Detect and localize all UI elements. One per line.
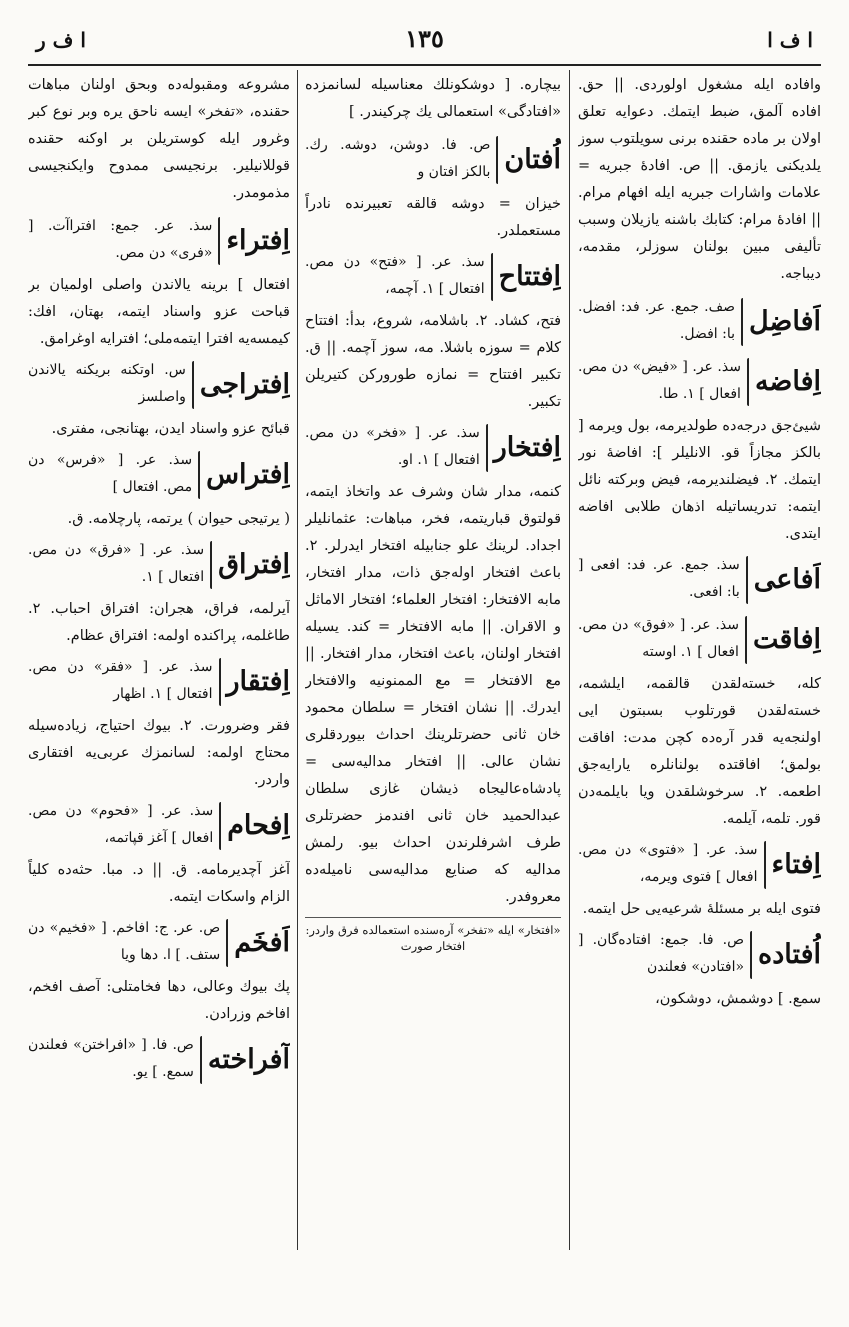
grammar-note: سذ. عر. [ «فتح» دن مص. افتعال ] ١. آچمه، bbox=[305, 254, 485, 297]
entry-header bbox=[305, 420, 561, 476]
definition: فقر وضرورت. ٢. بيوك احتياج، زياده‌سيله محتاج اولمه: لسانمزك عربى‌يه افتقارى واردر. bbox=[28, 718, 290, 788]
definition: كنمه، مدار شان وشرف عد واتخاذ ايتمه، قولتوق قباريتمه، فخر، مباهات: عثمانليلر اجداد. لرينك علو جنابيله افتخار ايدرلر. ٢. باعث افتخار اوله‌جق ذات، مدار افتخار، مابه الافتخار: افتخار العلماء؛ افتخار الاماثل و الاقران. || مابه الافتخار = كند. يسيله افتخار اولنان، باعث افتخار، مدار افتخار. || مع الافتخار = مع الممنونيه والافتخار ايدرك. || نشان افتخار = سلطان محمود خان ثانى حضرتلرينك احداث بيوردقلرى نشان عالى. || افتخار مداليه‌سى = پادشاه‌عاليجاه ذيشان غازى سلطان عبدالحميد خان ثانى افندمز حضرتلرى طرف اشرفلرندن احداث بيو. رلمش مداليه كه صنايع مداليه‌سى ناميله‌ده معروفدر. bbox=[305, 484, 561, 905]
bracket bbox=[219, 802, 221, 850]
dictionary-entry bbox=[28, 537, 290, 650]
entry-header bbox=[28, 537, 290, 593]
header-rule bbox=[28, 64, 821, 66]
entry-header bbox=[28, 1032, 290, 1088]
dictionary-entry bbox=[305, 249, 561, 416]
definition: فتوى ايله بر مسئلهٔ شرعيه‌يى حل ايتمه. bbox=[582, 901, 821, 917]
dictionary-entry bbox=[578, 294, 821, 350]
bracket bbox=[192, 361, 194, 409]
bracket bbox=[750, 931, 752, 979]
grammar-note: سذ. عر. [ «فرس» دن مص. افتعال ] bbox=[28, 452, 193, 495]
dictionary-entry bbox=[578, 354, 821, 548]
definition: كله، خسته‌لقدن قالقمه، ايلشمه، خسته‌لقدن قورتلوب بسبتون ايى اولنجه‌يه قدر آره‌ده كچن مدت: افاقت بولمق؛ افاقتده بولنانلره يارايه‌جق اطعمه. ٢. سرخوشلقدن ويا بايلمه‌دن قور. تلمه، آيلمه. bbox=[578, 676, 821, 827]
headword: اِفتاء bbox=[771, 849, 821, 880]
definition: قبائح عزو واسناد ايدن، بهتانجى، مفترى. bbox=[51, 421, 290, 437]
column-left bbox=[28, 72, 290, 1247]
dictionary-entry bbox=[578, 552, 821, 608]
definition: فتح، كشاد. ٢. باشلامه، شروع، بدأ: افتتاح كلام = سوزه باشلا. مه، سوز آچمه. || ق. تكبير افتتاح = نمازه طورورکن كتيريلن تكبير. bbox=[305, 313, 561, 410]
bracket bbox=[764, 841, 766, 889]
entry-header bbox=[28, 654, 290, 710]
bracket bbox=[198, 451, 200, 499]
bracket bbox=[747, 358, 749, 406]
grammar-note: صف. جمع. عر. فد: افضل. با: افضل. bbox=[578, 299, 735, 342]
header-left-guideword: ا ف ر bbox=[36, 28, 86, 52]
entry-header bbox=[578, 612, 821, 668]
grammar-note: ص. فا. دوشن، دوشه. رك. بالكز افتان و bbox=[305, 137, 491, 180]
definition: آيرلمه، فراق، هجران: افتراق احباب. ٢. طاغلمه، پراكنده اولمه: افتراق عظام. bbox=[28, 601, 290, 644]
entry-header bbox=[28, 915, 290, 971]
headword: اِفاقت bbox=[752, 624, 821, 655]
definition: خيزان = دوشه قالقه تعبيرنده نادراً مستعملدر. bbox=[305, 196, 561, 239]
headword: اِفتراق bbox=[218, 549, 290, 580]
headword: اِفتقار bbox=[226, 666, 290, 697]
definition: آغز آچديرمامه. ق. || د. مبا. حثه‌ده كلياً الزام واسكات ايتمه. bbox=[28, 862, 290, 905]
column-middle bbox=[305, 72, 561, 1247]
column-divider bbox=[297, 70, 298, 1250]
entry-header bbox=[28, 447, 290, 503]
bracket bbox=[219, 658, 221, 706]
bracket bbox=[486, 424, 488, 472]
definition: افتعال ] برينه يالاندن واصلى اولميان بر قباحت عزو واسناد ايتمه، بهتان، افك: كيمسه‌يه افترا ايتمه‌ملى؛ افترايه اوغرامق. bbox=[28, 277, 290, 347]
header-right-guideword: ا ف ا bbox=[767, 28, 813, 52]
column-divider bbox=[569, 70, 570, 1250]
dictionary-entry bbox=[28, 654, 290, 794]
dictionary-entry bbox=[578, 837, 821, 923]
bracket bbox=[491, 253, 493, 301]
entry-header bbox=[305, 132, 561, 188]
entry-header bbox=[305, 249, 561, 305]
page-header bbox=[28, 22, 821, 62]
continued-text: وافاده ايله مشغول اولوردى. || حق. افاده آلمق، ضبط ايتمك. دعوايه تعلق اولان بر ماده حقنده برنى سويلتوب سوز يلديكنى يازمق. || ص. افادهٔ جبريه = علامات واشارات جبريه ايله افهام مرام. || افادهٔ مرام: كتابك باشنه يازيلان وسبب تأليفى مبين بولنان سوزلر، مقدمه، ديباجه. bbox=[578, 77, 821, 282]
column-right bbox=[578, 72, 821, 1247]
headword: اَفخَم bbox=[234, 927, 290, 958]
grammar-note: ص. فا. جمع: افتاده‌گان. [ «افتادن» فعلندن bbox=[578, 932, 745, 975]
dictionary-entry bbox=[28, 213, 290, 353]
grammar-note: سذ. عر. [ «فتوى» دن مص. افعال ] فتوى ويرمه، bbox=[578, 842, 758, 885]
headword: اِفتخار bbox=[493, 432, 561, 463]
bracket bbox=[746, 556, 748, 604]
grammar-note: سذ. عر. [ «فوق» دن مص. افعال ] ١. اوسته bbox=[578, 617, 739, 660]
headword: اِفتتاح bbox=[498, 261, 561, 292]
bracket bbox=[226, 919, 228, 967]
headword: اُفتاده bbox=[758, 939, 821, 970]
entry-header bbox=[578, 837, 821, 893]
footnote: «افتخار» ايله «تفخر» آره‌سنده استعمالده فرق واردر: افتخار صورت bbox=[305, 917, 561, 954]
definition: شيئ‌جق درجه‌ده طولديرمه، بول ويرمه [ بالكز مجازاً قو. الانليلر ]: افاضهٔ نور ايتمك. ٢. فيضلنديرمه، فيض وبركته نائل ايتمه: تدريساتيله اذهان طلابى افاضه ايتدى. bbox=[578, 418, 821, 542]
dictionary-entry bbox=[305, 420, 561, 911]
grammar-note: سذ. عر. [ «فخر» دن مص. افتعال ] ١. او. bbox=[305, 425, 480, 468]
headword: اِفتراس bbox=[206, 459, 290, 490]
page-number: ١٣٥ bbox=[405, 24, 444, 53]
grammar-note: سذ. عر. جمع: افتراآت. [ «فرى» دن مص. bbox=[28, 218, 213, 261]
entry-header bbox=[578, 354, 821, 410]
bracket bbox=[741, 298, 743, 346]
entry-header bbox=[28, 357, 290, 413]
dictionary-entry bbox=[28, 798, 290, 911]
grammar-note: سذ. عر. [ «فرق» دن مص. افتعال ] ١. bbox=[28, 542, 205, 585]
dictionary-entry bbox=[578, 612, 821, 833]
grammar-note: سذ. عر. [ «فيض» دن مص. افعال ] ١. طا. bbox=[578, 359, 741, 402]
entry-header bbox=[578, 294, 821, 350]
dictionary-entry bbox=[28, 447, 290, 533]
definition: سمع. ] دوشمش، دوشكون، bbox=[655, 991, 821, 1007]
entry-header bbox=[578, 552, 821, 608]
grammar-note: سذ. جمع. عر. فد: افعى [ با: افعى. bbox=[578, 557, 740, 600]
dictionary-entry bbox=[305, 132, 561, 245]
bracket bbox=[218, 217, 220, 265]
headword: اِفاضه bbox=[754, 366, 821, 397]
headword: اُفتان bbox=[504, 144, 561, 175]
headword: اَفاعى bbox=[753, 564, 821, 595]
dictionary-entry bbox=[578, 927, 821, 1013]
grammar-note: سذ. عر. [ «فحوم» دن مص. افعال ] آغز قپاتمه، bbox=[28, 803, 214, 846]
grammar-note: ص. فا. [ «افراختن» فعلندن سمع. ] يو. bbox=[28, 1037, 194, 1080]
grammar-note: س. اوتكنه بريكنه يالاندن واصلسز bbox=[28, 362, 186, 405]
bracket bbox=[745, 616, 747, 664]
dictionary-entry bbox=[28, 357, 290, 443]
headword: اِفتراء bbox=[226, 225, 290, 256]
headword: آفراخته bbox=[207, 1044, 290, 1075]
entry-header bbox=[28, 798, 290, 854]
headword: اَفاضِل bbox=[748, 306, 821, 337]
entry-header bbox=[28, 213, 290, 269]
bracket bbox=[200, 1036, 202, 1084]
bracket bbox=[210, 541, 212, 589]
continued-text: مشروعه ومقبوله‌ده وبحق اولنان مباهات حقنده، «تفخر» ايسه ناحق يره وبر نوع كبر وغرور ايله كوستريلن بر اوكنه حقنده قوللانيلير. برنجيسى ممدوح وايكنجيسى مذمومدر. bbox=[28, 77, 290, 201]
grammar-note: ص. عر. ج: افاخم. [ «فخيم» دن ستف. ] ا. دها ويا bbox=[28, 920, 221, 963]
entry-header bbox=[578, 927, 821, 983]
dictionary-entry bbox=[28, 1032, 290, 1088]
bracket bbox=[496, 136, 498, 184]
definition: پك بيوك وعالى، دها فخامتلى: آصف افخم، افاخم وزرادن. bbox=[28, 979, 290, 1022]
headword: اِفحام bbox=[227, 810, 290, 841]
headword: اِفتراجى bbox=[199, 369, 290, 400]
dictionary-entry bbox=[28, 915, 290, 1028]
grammar-note: سذ. عر. [ «فقر» دن مص. افتعال ] ١. اظهار bbox=[28, 659, 213, 702]
definition: ( يرتيجى حيوان ) يرتمه، پارچلامه. ق. bbox=[67, 511, 290, 527]
continued-text: بيچاره. [ دوشكونلك معناسيله لسانمزده «افتادگى» استعمالى يك چركيندر. ] bbox=[305, 77, 561, 120]
